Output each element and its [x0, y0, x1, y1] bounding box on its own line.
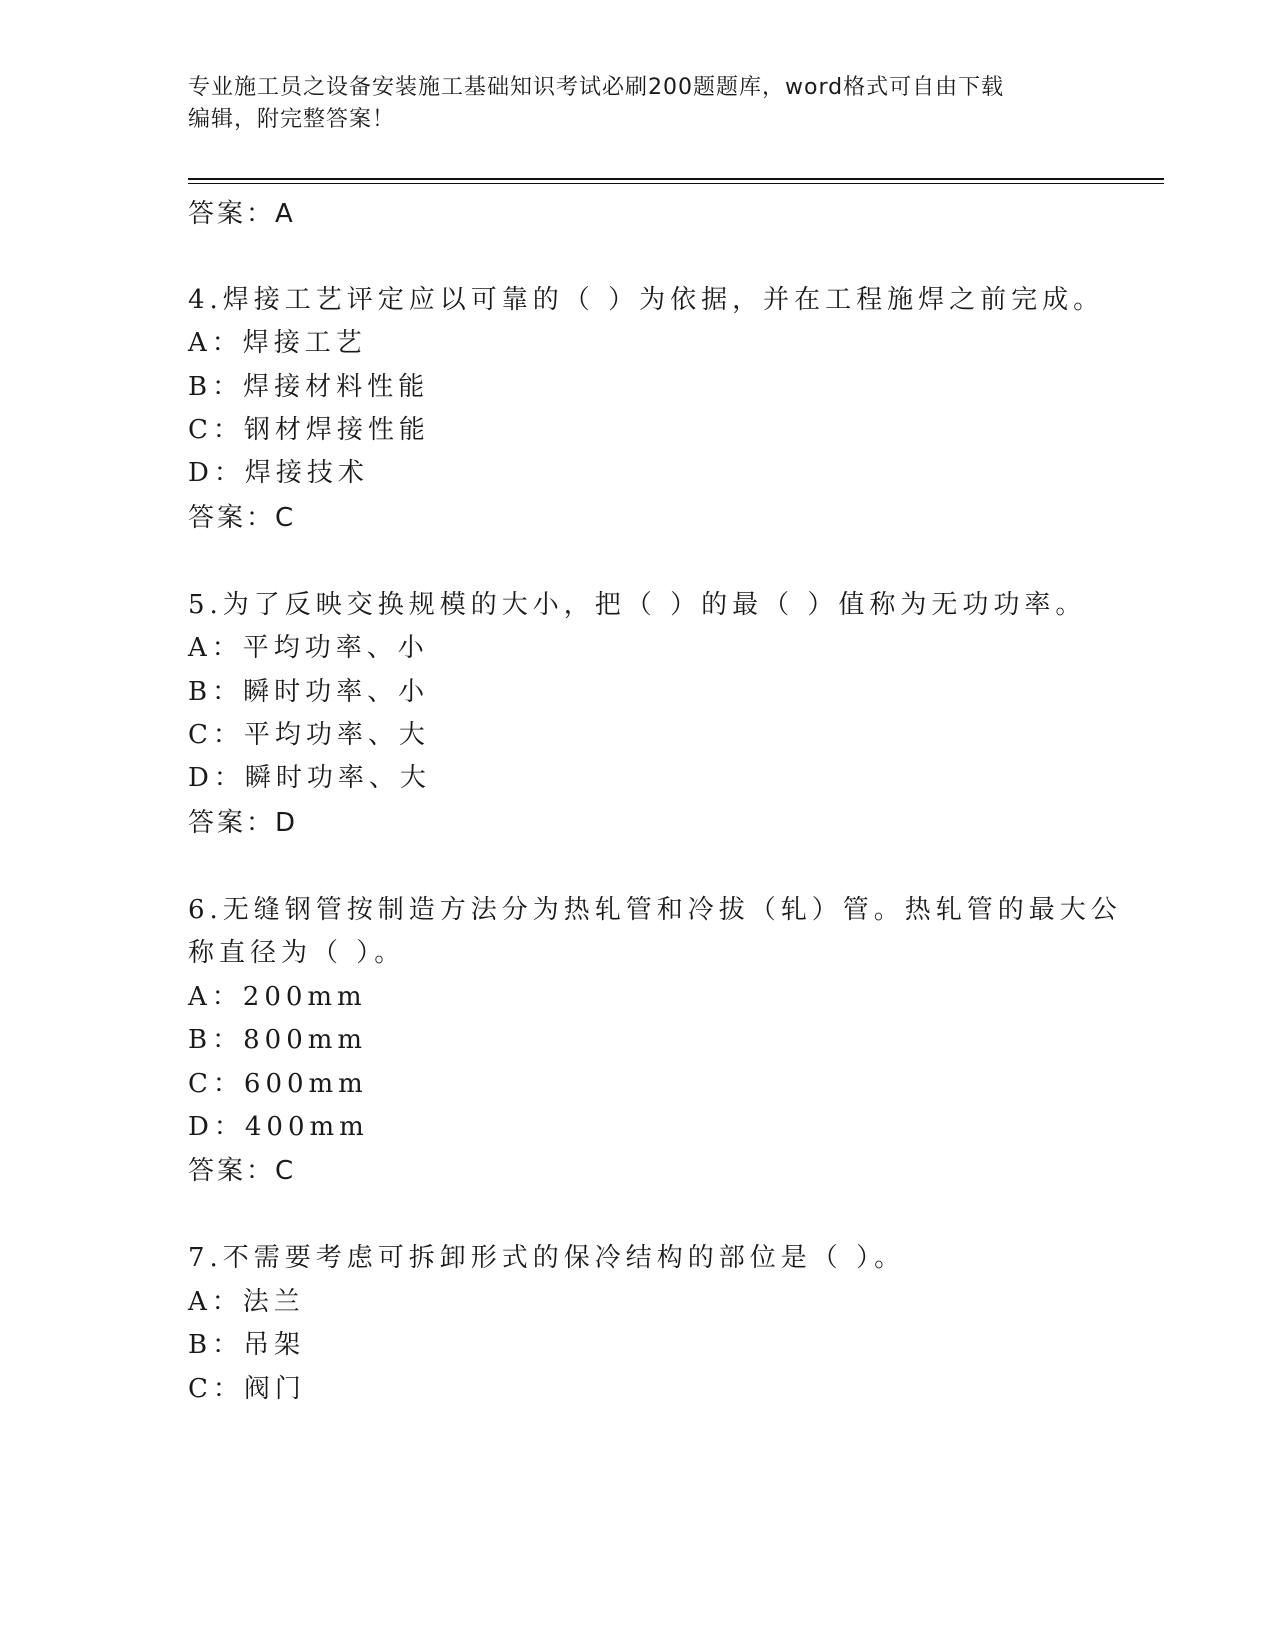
option-key: C：	[188, 1069, 244, 1099]
option-text: 400mm	[244, 1112, 369, 1142]
question-stem-continued: 称直径为（ ）。	[188, 938, 406, 968]
option-key: D：	[188, 763, 245, 793]
option-d	[188, 757, 431, 794]
option-b	[188, 1324, 305, 1361]
option-key: C：	[188, 1374, 244, 1404]
option-text: 600mm	[243, 1069, 368, 1099]
answer-value: C	[275, 503, 295, 533]
answer-line	[188, 497, 294, 534]
option-text: 200mm	[242, 982, 367, 1012]
option-key: C：	[188, 415, 244, 445]
answer-label: 答案：	[188, 503, 276, 533]
option-c	[188, 1063, 368, 1100]
option-text: 瞬时功率、小	[243, 677, 430, 707]
option-c	[188, 409, 430, 446]
option-key: A：	[188, 982, 243, 1012]
header-rule-thin	[188, 183, 1164, 184]
option-key: A：	[188, 328, 243, 358]
option-text: 吊架	[243, 1330, 306, 1360]
option-text: 法兰	[242, 1287, 305, 1317]
question-stem: 6.无缝钢管按制造方法分为热轧管和冷拔（轧）管。热轧管的最大公	[188, 895, 1122, 925]
question-stem: 4.焊接工艺评定应以可靠的（ ）为依据，并在工程施焊之前完成。	[188, 285, 1105, 315]
answer-line	[188, 802, 296, 839]
option-text: 平均功率、小	[242, 633, 429, 663]
option-key: D：	[188, 1112, 245, 1142]
option-a	[188, 322, 367, 359]
answer-value: A	[275, 199, 294, 229]
option-c	[188, 714, 430, 751]
option-key: A：	[188, 1287, 243, 1317]
question-stem: 7.不需要考虑可拆卸形式的保冷结构的部位是（ ）。	[188, 1243, 906, 1273]
option-text: 平均功率、大	[243, 720, 430, 750]
option-text: 焊接工艺	[242, 328, 367, 358]
option-text: 焊接材料性能	[243, 372, 430, 402]
answer-label: 答案：	[188, 199, 276, 229]
option-key: B：	[188, 1330, 244, 1360]
option-text: 阀门	[243, 1374, 306, 1404]
option-a	[188, 976, 367, 1013]
document-header	[188, 72, 1088, 136]
option-d	[188, 1106, 369, 1143]
option-key: B：	[188, 372, 244, 402]
answer-label: 答案：	[188, 1156, 276, 1186]
option-b	[188, 1019, 367, 1056]
answer-value: D	[275, 808, 297, 838]
option-a	[188, 627, 429, 664]
option-d	[188, 452, 369, 489]
option-text: 钢材焊接性能	[243, 415, 430, 445]
option-key: B：	[188, 677, 244, 707]
option-key: D：	[188, 458, 245, 488]
option-b	[188, 366, 429, 403]
option-text: 焊接技术	[244, 458, 369, 488]
answer-line	[188, 1150, 294, 1187]
option-key: B：	[188, 1025, 244, 1055]
option-key: A：	[188, 633, 243, 663]
answer-value: C	[275, 1156, 295, 1186]
option-key: C：	[188, 720, 244, 750]
option-text: 瞬时功率、大	[244, 763, 431, 793]
option-c	[188, 1368, 306, 1405]
header-rule-thick	[188, 178, 1164, 180]
header-line-2: 编辑，附完整答案！	[188, 107, 396, 132]
option-a	[188, 1281, 305, 1318]
answer-label: 答案：	[188, 808, 276, 838]
question-stem: 5.为了反映交换规模的大小，把（ ）的最（ ）值称为无功功率。	[188, 590, 1087, 620]
option-b	[188, 671, 429, 708]
header-line-1: 专业施工员之设备安装施工基础知识考试必刷200题题库，word格式可自由下载	[188, 75, 1005, 100]
answer-line	[188, 193, 294, 230]
option-text: 800mm	[243, 1025, 368, 1055]
